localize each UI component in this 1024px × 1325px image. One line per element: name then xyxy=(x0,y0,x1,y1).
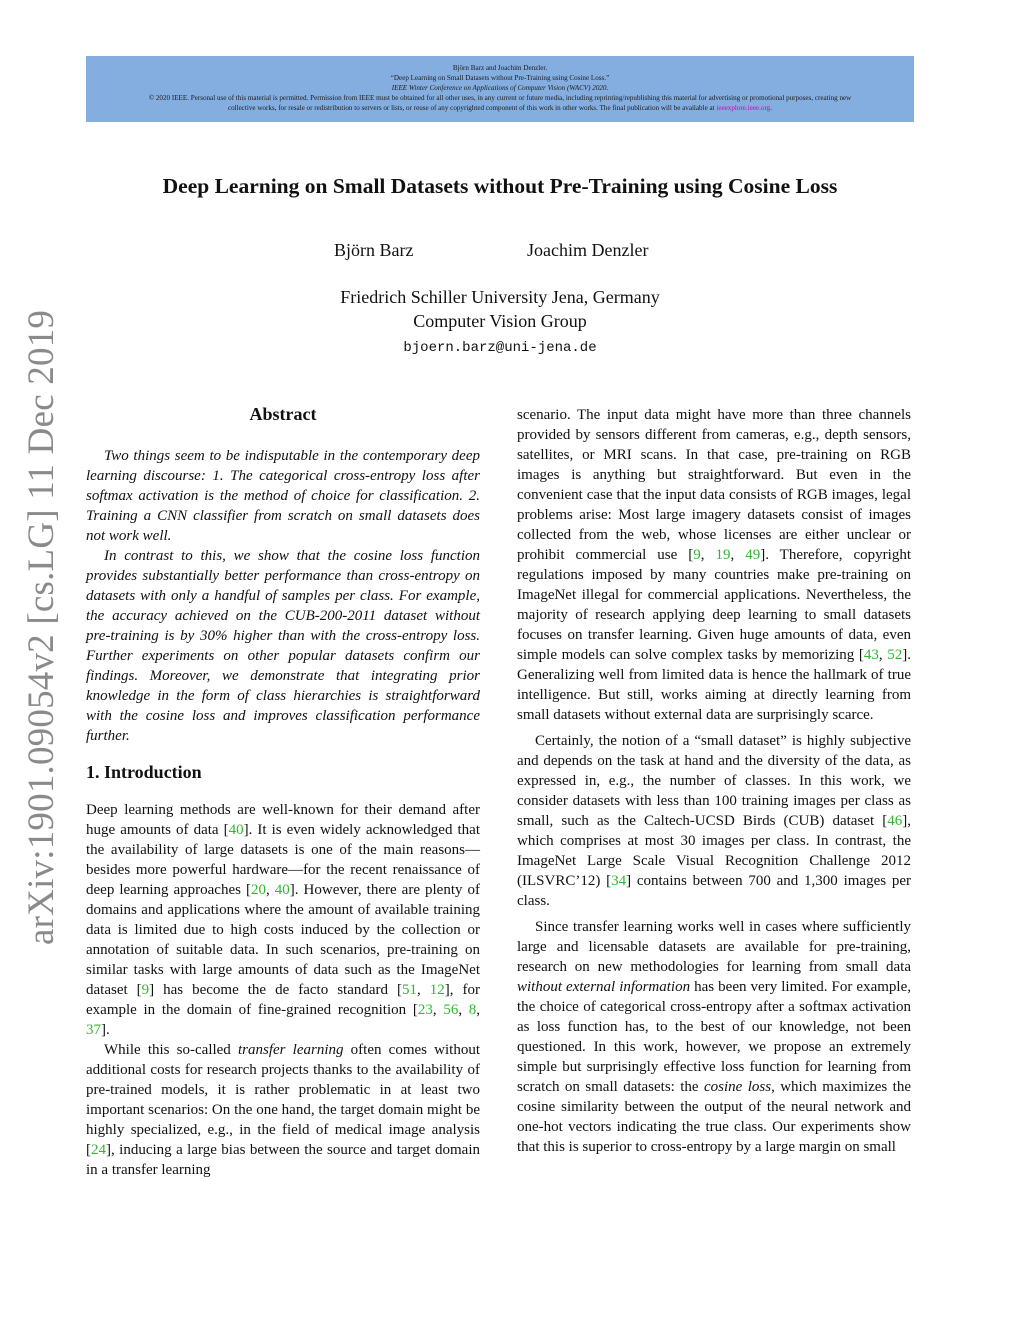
ieeexplore-link[interactable]: ieeexplore.ieee.org xyxy=(716,104,771,112)
citation-link[interactable]: 37 xyxy=(86,1022,101,1038)
right-column xyxy=(517,405,911,1157)
citation-link[interactable]: 34 xyxy=(611,873,627,889)
citation-link[interactable]: 9 xyxy=(693,547,701,563)
copyright-notice xyxy=(86,56,914,122)
citation-link[interactable]: 40 xyxy=(228,822,244,838)
citation-link[interactable]: 49 xyxy=(745,547,761,563)
citation-link[interactable]: 9 xyxy=(141,982,150,998)
notice-publication-text: collective works, for resale or redistribution to servers or lists, or reuse of any copyrighted component of this work in other works. The final publication will be available at xyxy=(227,104,717,112)
section-heading-introduction: 1. Introduction xyxy=(86,762,202,782)
notice-copyright: © 2020 IEEE. Personal use of this material is permitted. Permission from IEEE must be obtained for all other uses, in any current or future media, including reprinting/republishing this material for advertising or promotional purposes, creating new xyxy=(148,94,852,102)
paper-title: Deep Learning on Small Datasets without Pre-Training using Cosine Loss xyxy=(162,174,838,198)
citation-link[interactable]: 40 xyxy=(274,882,290,898)
research-group: Computer Vision Group xyxy=(413,311,587,331)
citation-link[interactable]: 56 xyxy=(443,1002,459,1018)
left-column xyxy=(86,402,480,1180)
citation-link[interactable]: 23 xyxy=(417,1002,433,1018)
author-denzler: Joachim Denzler xyxy=(527,240,649,260)
intro-paragraph-4: Since transfer learning works well in cases where sufficiently large and licensable datasets are available for pre-training, research on new methodologies for learning from small data without external information has been very limited. For example, the choice of categorical cross-entropy after a softmax activation as loss function has, to the best of our knowledge, not been questioned. In this work, however, we propose an extremely simple but surprisingly effective loss function for learning from scratch on small datasets: the cosine loss, which maximizes the cosine similarity between the output of the neural network and one-hot vectors indicating the true class. Our experiments show that this is superior to cross-entropy by a large margin on small xyxy=(517,919,911,1155)
intro-paragraph-3: Certainly, the notion of a “small dataset” is highly subjective and depends on the task at hand and the diversity of the data, as expressed in, e.g., the number of classes. In this work, we consider datasets with less than 100 training images per class as small, such as the Caltech-UCSD Birds (CUB) dataset [46], which comprises at most 30 images per class. In contrast, the ImageNet Large Scale Visual Recognition Challenge 2012 (ILSVRC’12) [34] contains between 700 and 1,300 images per class. xyxy=(517,733,911,909)
notice-end: . xyxy=(770,104,773,112)
notice-title: “Deep Learning on Small Datasets without Pre-Training using Cosine Loss.” xyxy=(390,74,610,82)
author-barz: Björn Barz xyxy=(334,240,414,260)
intro-paragraph-2-cont: scenario. The input data might have more than three channels provided by sensors different from cameras, e.g., depth sensors, satellites, or MRI scans. In that case, pre-training on RGB images is anything but straightforward. But even in the convenient case that the input data consists of RGB images, legal problems arise: Most large imagery datasets consist of images collected from the web, whose licenses are either unclear or prohibit commercial use [9, 19, 49]. Therefore, copyright regulations imposed by many countries make pre-training on ImageNet illegal for commercial applications. Nevertheless, the majority of research applying deep learning to small datasets focuses on transfer learning. Given huge amounts of data, even simple models can solve complex tasks by memorizing [43, 52]. Generalizing well from limited data is hence the hallmark of true intelligence. But still, works aiming at directly learning from small datasets without external data are surprisingly scarce. xyxy=(517,407,912,723)
citation-link[interactable]: 19 xyxy=(715,547,731,563)
citation-link[interactable]: 51 xyxy=(402,982,418,998)
abstract-heading: Abstract xyxy=(249,404,317,424)
intro-paragraph-1: Deep learning methods are well-known for their demand after huge amounts of data [40]. It is even widely acknowledged that the availability of large datasets is one of the main reasons—besides more powerful hardware—for the recent renaissance of deep learning approaches [20, 40]. However, there are plenty of domains and applications where the amount of available training data is limited due to high costs induced by the collection or annotation of suitable data. In such scenarios, pre-training on similar tasks with large amounts of data such as the ImageNet dataset [9] has become the de facto standard [51, 12], for example in the domain of fine-grained recognition [23, 56, 8, 37]. xyxy=(86,802,481,1038)
citation-link[interactable]: 20 xyxy=(250,882,266,898)
intro-paragraph-2: While this so-called transfer learning often comes without additional costs for research projects thanks to the availability of pre-trained models, it is rather problematic in at least two important scenarios: On the one hand, the target domain might be highly specialized, e.g., in the field of medical image analysis [24], inducing a large bias between the source and target domain in a transfer learning xyxy=(86,1042,480,1178)
citation-link[interactable]: 52 xyxy=(887,647,903,663)
citation-link[interactable]: 24 xyxy=(91,1142,106,1158)
author-email: bjoern.barz@uni-jena.de xyxy=(403,340,597,356)
notice-venue: IEEE Winter Conference on Applications of Computer Vision (WACV) 2020. xyxy=(391,84,609,92)
citation-link[interactable]: 43 xyxy=(863,647,879,663)
citation-link[interactable]: 8 xyxy=(468,1002,477,1018)
arxiv-identifier: arXiv:1901.09054v2 [cs.LG] 11 Dec 2019 xyxy=(21,309,62,945)
affiliation: Friedrich Schiller University Jena, Germany xyxy=(340,287,660,307)
abstract-paragraph-2: In contrast to this, we show that the cosine loss function provides substantially better performance than cross-entropy on datasets with only a handful of samples per class. For example, the accuracy achieved on the CUB-200-2011 dataset without pre-training is by 30% higher than with the cross-entropy loss. Further experiments on other popular datasets confirm our findings. Moreover, we demonstrate that integrating prior knowledge in the form of class hierarchies is straightforward with the cosine loss and improves classification performance further. xyxy=(86,548,480,744)
citation-link[interactable]: 12 xyxy=(429,982,445,998)
citation-link[interactable]: 46 xyxy=(887,813,903,829)
notice-publication xyxy=(86,103,914,113)
intro-paragraph-2-continued: ], inducing a large bias between the source and target domain in a transfer learning xyxy=(86,1142,480,1178)
notice-authors: Björn Barz and Joachim Denzler. xyxy=(452,64,548,72)
abstract-paragraph-1: Two things seem to be indisputable in the contemporary deep learning discourse: 1. The categorical cross-entropy loss after softmax activation is the method of choice for classification. 2. Training a CNN classifier from scratch on small datasets does not work well. xyxy=(86,448,480,544)
